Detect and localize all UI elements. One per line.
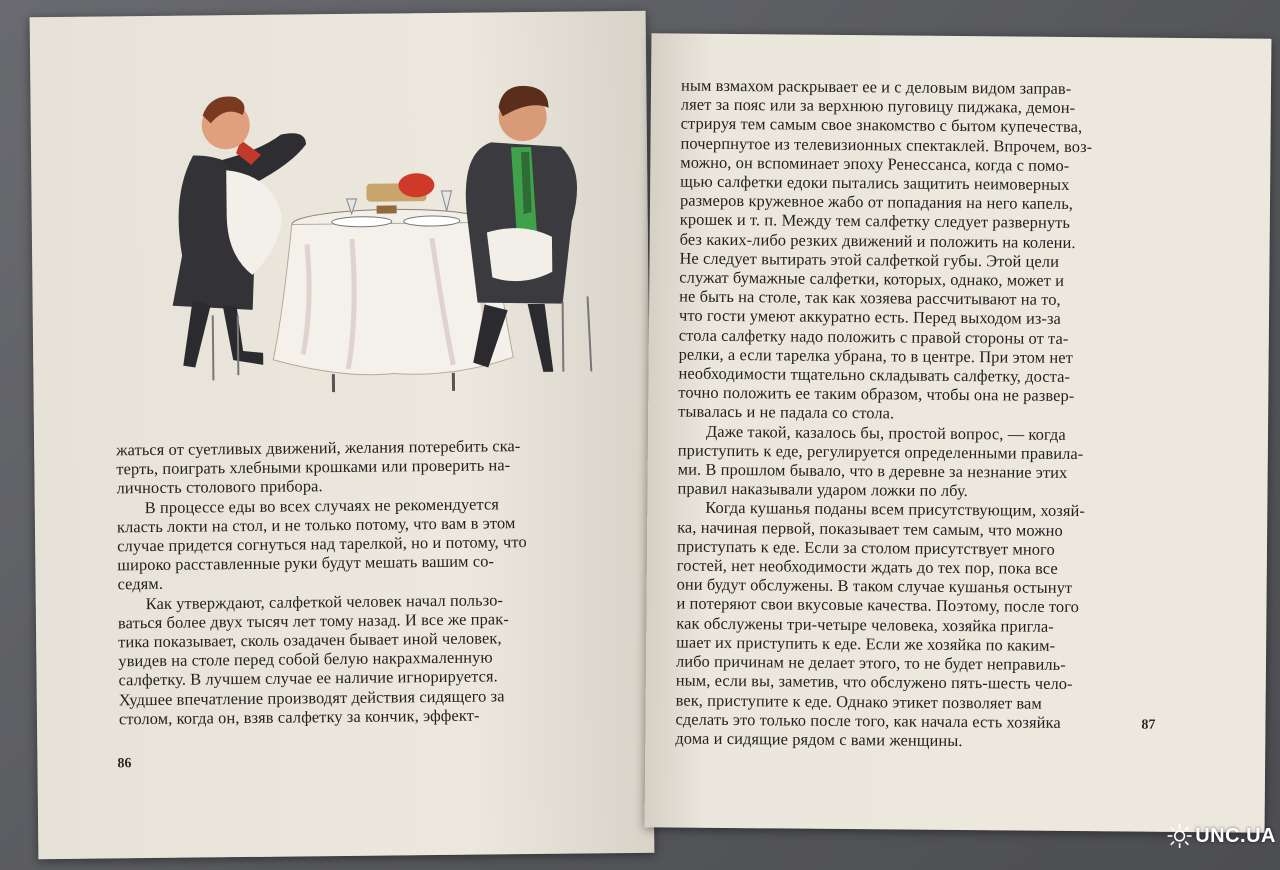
- text-line: седям.: [117, 574, 164, 594]
- text-line: класть локти на стол, и не только потому, что вам в этом: [116, 513, 516, 537]
- text-line: салфетку. В лучшем случае ее наличие игнорируется.: [118, 666, 498, 690]
- dining-illustration: [130, 71, 613, 396]
- text-line: дома и сидящие рядом с вами женщины.: [675, 728, 963, 750]
- text-line: Не следует вытирать этой салфеткой губы. Этой цели: [679, 248, 1060, 271]
- text-line: Даже такой, казалось бы, простой вопрос, — когда: [705, 421, 1066, 444]
- text-line: шает их приступить к еде. Если же хозяйка по каким-: [676, 632, 1056, 655]
- text-line: ным взмахом раскрывает ее и с деловым видом заправ-: [680, 75, 1072, 98]
- text-line: релки, а если тарелка убрана, то в центре. При этом нет: [678, 344, 1073, 367]
- left-page-text: [116, 435, 619, 728]
- text-line: личность столового прибора.: [116, 476, 323, 498]
- text-line: стола салфетку надо положить с правой стороны от та-: [678, 325, 1069, 348]
- watermark-text: UNC.UA: [1195, 824, 1276, 847]
- text-line: увидев на столе перед собой белую накрахмаленную: [118, 647, 493, 671]
- text-line: В процессе еды во всех случаях не рекомендуется: [144, 493, 500, 517]
- text-line: не быть на столе, так как хозяева рассчитывают на то,: [679, 286, 1061, 310]
- text-line: стрируя тем самым свое знакомство с бытом купечества,: [680, 113, 1083, 137]
- text-line: терть, поиграть хлебными крошками или проверить на-: [116, 455, 511, 479]
- text-line: и потеряют свои вкусовые качества. Поэтому, после того: [676, 594, 1080, 617]
- text-line: почерпнутое из телевизионных спектаклей. Впрочем, воз-: [680, 133, 1093, 156]
- text-line: приступить к еде, регулируется определенными правила-: [677, 440, 1084, 463]
- text-line: Когда кушанья поданы всем присутствующим, хозяй-: [705, 498, 1086, 521]
- text-line: гостей, нет необходимости ждать до тех пор, пока все: [676, 555, 1058, 578]
- watermark: [1166, 812, 1276, 860]
- text-line: служат бумажные салфетки, которых, однако, может и: [679, 267, 1065, 290]
- text-line: ка, начиная первой, показывает тем самым, что можно: [677, 517, 1063, 540]
- text-line: Худшее впечатление производят действия сидящего за: [118, 685, 505, 709]
- text-line: приступать к еде. Если за столом присутствует много: [676, 536, 1055, 559]
- text-line: случае придется согнуться над тарелкой, но и потому, что: [117, 532, 527, 556]
- page-number-left: 86: [117, 756, 132, 772]
- text-line: жаться от суетливых движений, желания потеребить ска-: [116, 436, 521, 460]
- text-line: размеров кружевное жабо от попадания на него капель,: [679, 190, 1074, 214]
- right-man-figure: [465, 85, 592, 372]
- text-line: точно положить ее таким образом, чтобы она не развер-: [678, 382, 1075, 406]
- text-line: можно, он вспоминает эпоху Ренессанса, когда с помо-: [680, 152, 1070, 175]
- text-line: без каких-либо резких движений и положить на колени.: [679, 229, 1076, 252]
- page-number-right: 87: [1141, 717, 1156, 733]
- text-line: тывалась и не падала со стола.: [678, 402, 895, 423]
- left-page: [30, 11, 655, 859]
- text-line: век, приступите к еде. Однако этикет позволяет вам: [675, 690, 1042, 713]
- text-line: правил наказывали ударом ложки по лбу.: [677, 478, 968, 501]
- text-line: ляет за пояс или за верхнюю пуговицу пиджака, демон-: [680, 94, 1076, 118]
- right-page-text: [675, 76, 1243, 753]
- text-line: либо причинам не делает этого, то не будет неправиль-: [675, 651, 1066, 675]
- text-line: крошек и т. п. Между тем салфетку следует развернуть: [679, 209, 1071, 233]
- text-line: сделать это только после того, как начала есть хозяйка: [675, 709, 1061, 732]
- text-line: как обслужены три-четыре человека, хозяйка пригла-: [676, 613, 1054, 636]
- text-line: Как утверждают, салфеткой человек начал пользо-: [145, 589, 504, 613]
- text-line: что гости умеют аккуратно есть. Перед выходом из-за: [678, 305, 1062, 329]
- text-line: широко расставленные руки будут мешать вашим со-: [117, 551, 495, 575]
- text-line: тика показывает, сколь озадачен бывает иной человек,: [118, 628, 502, 652]
- text-line: необходимости тщательно складывать салфетку, доста-: [678, 363, 1071, 387]
- text-line: ми. В прошлом бывало, что в деревне за незнание этих: [677, 459, 1068, 483]
- text-line: они будут обслужены. В таком случае кушанья остынут: [676, 574, 1073, 598]
- text-line: ным, если вы, заметив, что обслужено пять-шесть чело-: [675, 670, 1073, 694]
- sun-logo-icon: [1166, 819, 1193, 853]
- text-line: ваться более двух тысяч лет тому назад. И все же прак-: [117, 609, 509, 633]
- right-page: [645, 33, 1272, 832]
- text-line: столом, когда он, взяв салфетку за кончик, эффект-: [118, 705, 480, 729]
- text-line: щью салфетки едоки пытались защитить неимоверных: [680, 171, 1070, 194]
